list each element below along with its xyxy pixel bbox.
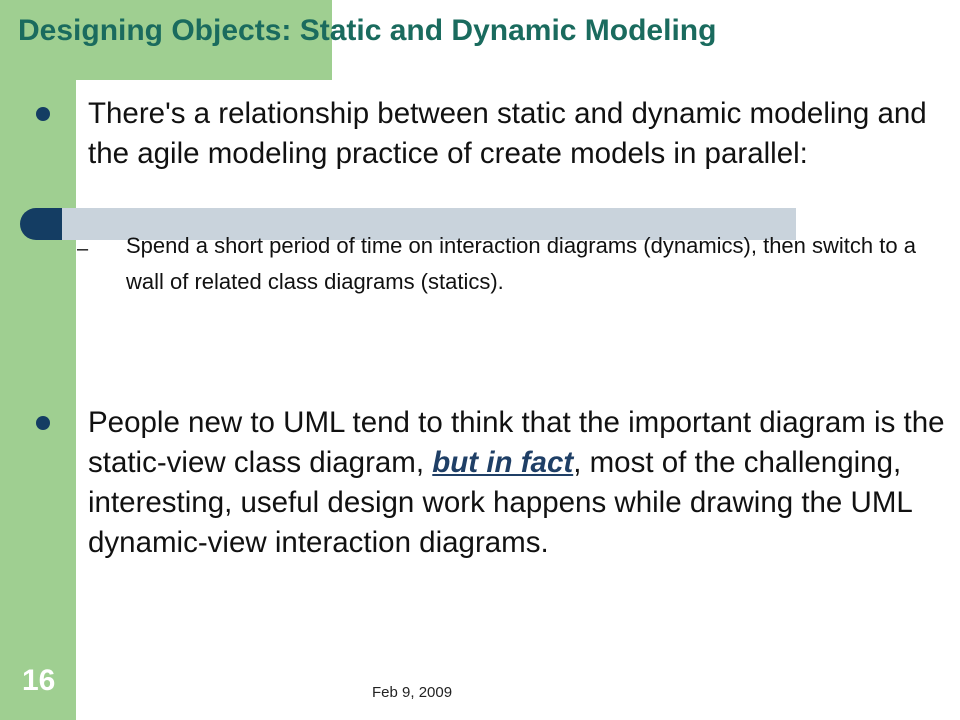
content-panel xyxy=(76,80,960,720)
divider-cap xyxy=(20,208,62,240)
bullet-text-1: There's a relationship between static and dynamic modeling and the agile modeling practice of create models in parallel: xyxy=(88,97,927,170)
sub-bullet-text: Spend a short period of time on interaction diagrams (dynamics), then switch to a wall of related class diagrams (statics). xyxy=(126,233,916,294)
bullet-dot-icon xyxy=(36,416,50,430)
slide-title: Designing Objects: Static and Dynamic Modeling xyxy=(18,14,717,47)
emphasis-text: but in fact xyxy=(432,446,574,479)
bullet-text-2 xyxy=(88,403,954,563)
sub-bullet-dash: – xyxy=(77,238,89,260)
bullet-dot-icon xyxy=(36,107,50,121)
slide-date: Feb 9, 2009 xyxy=(372,684,453,701)
slide-number: 16 xyxy=(22,664,56,697)
bullet-text-2-end: , most of the challenging, interesting, useful design work happens while drawing the UML dynamic-view interaction diagrams. xyxy=(88,446,912,559)
bullet-text-2-start: People new to UML tend to think that the important diagram is the static-view class diagram, xyxy=(88,406,945,479)
